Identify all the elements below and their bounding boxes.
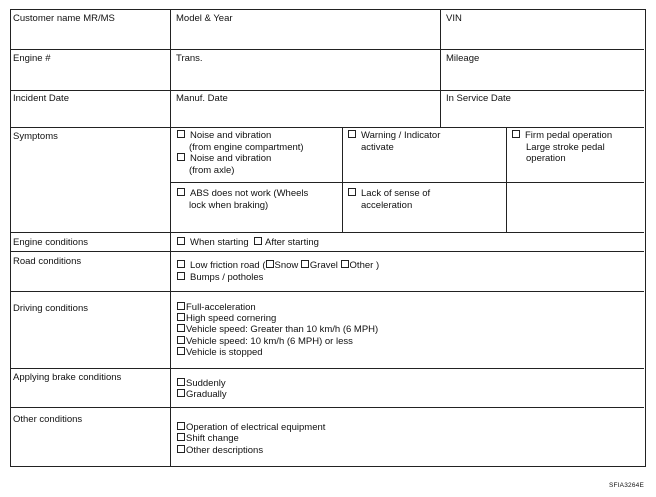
checkbox[interactable] xyxy=(177,188,185,196)
driving-option-text: Full-acceleration xyxy=(186,302,256,313)
checkbox[interactable] xyxy=(177,260,185,268)
checkbox[interactable] xyxy=(177,302,185,310)
symptom-noise-axle-sub: (from axle) xyxy=(189,165,235,176)
symptoms-column-divider xyxy=(342,127,343,232)
engine-conditions-label: Engine conditions xyxy=(13,237,88,248)
symptom-noise-axle xyxy=(177,153,271,165)
checkbox[interactable] xyxy=(177,272,185,280)
diagnostic-worksheet-form xyxy=(10,9,646,467)
checkbox[interactable] xyxy=(177,336,185,344)
brake-conditions-label: Applying brake conditions xyxy=(13,372,122,383)
driving-option xyxy=(177,302,256,314)
symptom-noise-engine xyxy=(177,130,271,142)
engine-conditions-options xyxy=(177,237,319,249)
row-divider xyxy=(11,251,644,252)
model-year-label: Model & Year xyxy=(176,13,233,24)
label-column-divider xyxy=(170,10,171,466)
checkbox[interactable] xyxy=(266,260,274,268)
road-low-friction xyxy=(177,260,379,272)
driving-option-text: Vehicle is stopped xyxy=(186,347,263,358)
low-friction-text: Low friction road ( xyxy=(190,260,266,271)
trans-label: Trans. xyxy=(176,53,203,64)
row-divider xyxy=(11,90,644,91)
symptom-noise-engine-sub: (from engine compartment) xyxy=(189,142,304,153)
checkbox[interactable] xyxy=(177,324,185,332)
row-divider xyxy=(11,368,644,369)
checkbox[interactable] xyxy=(341,260,349,268)
checkbox[interactable] xyxy=(177,389,185,397)
symptom-abs xyxy=(177,188,308,200)
road-bumps xyxy=(177,272,263,284)
checkbox[interactable] xyxy=(177,347,185,355)
header-column-divider xyxy=(440,10,441,127)
driving-option-text: Vehicle speed: Greater than 10 km/h (6 MPH) xyxy=(186,324,379,335)
checkbox[interactable] xyxy=(177,445,185,453)
row-divider xyxy=(11,232,644,233)
symptom-large-stroke: Large stroke pedal xyxy=(526,142,605,153)
driving-option xyxy=(177,324,378,336)
driving-option-text: High speed cornering xyxy=(186,313,277,324)
other-option-text: Other descriptions xyxy=(186,445,264,456)
symptoms-inner-divider xyxy=(170,182,644,183)
symptom-warning xyxy=(348,130,440,142)
symptom-warning-sub: activate xyxy=(361,142,394,153)
checkbox[interactable] xyxy=(177,422,185,430)
symptom-noise-engine-text: Noise and vibration xyxy=(190,130,272,141)
other-text: Other ) xyxy=(349,260,380,271)
symptoms-column-divider xyxy=(506,127,507,232)
gravel-text: Gravel xyxy=(309,260,338,271)
symptom-warning-text: Warning / Indicator xyxy=(361,130,441,141)
checkbox[interactable] xyxy=(348,188,356,196)
checkbox[interactable] xyxy=(177,153,185,161)
other-option xyxy=(177,445,263,457)
figure-code: SFIA3264E xyxy=(608,482,644,489)
driving-conditions-label: Driving conditions xyxy=(13,303,88,314)
checkbox[interactable] xyxy=(348,130,356,138)
after-starting-text: After starting xyxy=(265,237,319,248)
manuf-date-label: Manuf. Date xyxy=(176,93,228,104)
when-starting-text: When starting xyxy=(190,237,249,248)
checkbox[interactable] xyxy=(177,378,185,386)
checkbox[interactable] xyxy=(512,130,520,138)
other-option-text: Operation of electrical equipment xyxy=(186,422,326,433)
mileage-label: Mileage xyxy=(446,53,480,64)
symptom-abs-sub: lock when braking) xyxy=(189,200,269,211)
symptom-firm-pedal-text: Firm pedal operation xyxy=(525,130,613,141)
brake-option-text: Suddenly xyxy=(186,378,226,389)
row-divider xyxy=(11,407,644,408)
symptom-lack-acceleration xyxy=(348,188,430,200)
row-divider xyxy=(11,291,644,292)
snow-text: Snow xyxy=(274,260,299,271)
engine-number-label: Engine # xyxy=(13,53,51,64)
driving-option xyxy=(177,347,263,359)
brake-option xyxy=(177,389,227,401)
driving-option xyxy=(177,313,276,325)
checkbox[interactable] xyxy=(177,433,185,441)
checkbox[interactable] xyxy=(254,237,262,245)
symptom-lack-text: Lack of sense of xyxy=(361,188,431,199)
symptom-lack-sub: acceleration xyxy=(361,200,413,211)
other-option-text: Shift change xyxy=(186,433,239,444)
other-conditions-label: Other conditions xyxy=(13,414,83,425)
checkbox[interactable] xyxy=(177,237,185,245)
row-divider xyxy=(11,49,644,50)
symptom-abs-text: ABS does not work (Wheels xyxy=(190,188,309,199)
row-divider xyxy=(11,127,644,128)
road-conditions-label: Road conditions xyxy=(13,256,82,267)
symptom-noise-axle-text: Noise and vibration xyxy=(190,153,272,164)
bumps-text: Bumps / potholes xyxy=(190,272,264,283)
vin-label: VIN xyxy=(446,13,462,24)
incident-date-label: Incident Date xyxy=(13,93,69,104)
symptoms-label: Symptoms xyxy=(13,131,58,142)
checkbox[interactable] xyxy=(301,260,309,268)
driving-option-text: Vehicle speed: 10 km/h (6 MPH) or less xyxy=(186,336,353,347)
customer-name-label: Customer name MR/MS xyxy=(13,13,115,24)
checkbox[interactable] xyxy=(177,313,185,321)
symptom-large-stroke-sub: operation xyxy=(526,153,566,164)
other-option xyxy=(177,433,239,445)
other-option xyxy=(177,422,325,434)
checkbox[interactable] xyxy=(177,130,185,138)
brake-option xyxy=(177,378,226,390)
driving-option xyxy=(177,336,353,348)
in-service-date-label: In Service Date xyxy=(446,93,511,104)
brake-option-text: Gradually xyxy=(186,389,227,400)
symptom-firm-pedal xyxy=(512,130,612,142)
